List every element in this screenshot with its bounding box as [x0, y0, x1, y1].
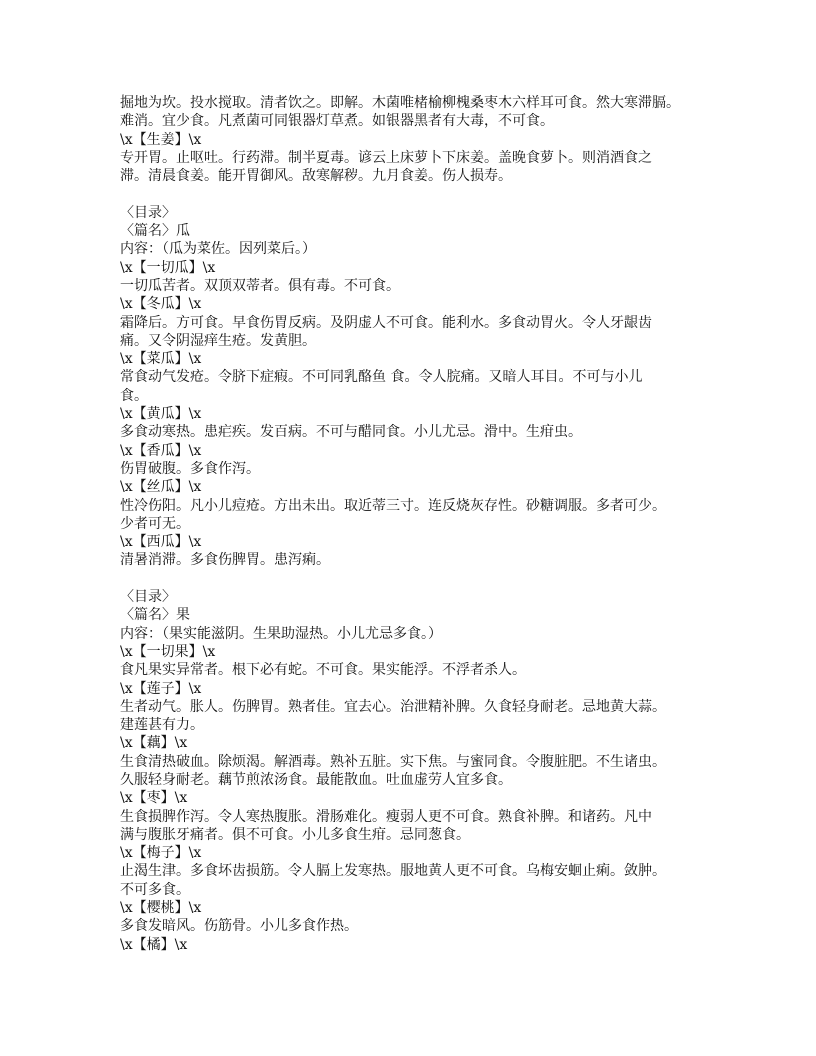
text-line: 痛。又令阴湿痒生疮。发黄胆。 — [120, 332, 316, 349]
text-line: 专开胃。止呕吐。行药滞。制半夏毒。谚云上床萝卜下床姜。盖晚食萝卜。则消酒食之 — [120, 149, 652, 166]
text-line: 内容：（果实能滋阴。生果助湿热。小儿尤忌多食。） — [120, 625, 442, 642]
blank-line — [120, 185, 720, 203]
entry-heading: \x【一切瓜】\x — [120, 259, 216, 276]
section-marker: 〈篇名〉瓜 — [120, 223, 190, 240]
entry-heading: \x【冬瓜】\x — [120, 296, 202, 313]
text-line: 霜降后。方可食。早食伤胃反病。及阴虚人不可食。能利水。多食动胃火。令人牙龈齿 — [120, 314, 652, 331]
text-line: 食凡果实异常者。根下必有蛇。不可食。果实能浮。不浮者杀人。 — [120, 662, 526, 679]
text-line: 满与腹胀牙痛者。俱不可食。小儿多食生疳。忌同葱食。 — [120, 826, 470, 843]
entry-heading: \x【橘】\x — [120, 936, 188, 953]
document-page — [120, 94, 720, 954]
text-line: 伤胃破腹。多食作泻。 — [120, 460, 260, 477]
text-line: 生者动气。胀人。伤脾胃。熟者佳。宜去心。治泄精补脾。久食轻身耐老。忌地黄大蒜。 — [120, 698, 666, 715]
text-line: 清暑消滞。多食伤脾胃。患泻痢。 — [120, 552, 330, 569]
text-line: 性冷伤阳。凡小儿痘疮。方出未出。取近蒂三寸。连反烧灰存性。砂糖调服。多者可少。 — [120, 497, 666, 514]
entry-heading: \x【菜瓜】\x — [120, 351, 202, 368]
entry-heading: \x【枣】\x — [120, 790, 188, 807]
text-line: 多食发暗风。伤筋骨。小儿多食作热。 — [120, 918, 358, 935]
section-marker: 〈篇名〉果 — [120, 607, 190, 624]
text-line: 食。 — [120, 387, 148, 404]
text-line: 建莲甚有力。 — [120, 717, 204, 734]
entry-heading: \x【西瓜】\x — [120, 534, 202, 551]
text-line: 不可多食。 — [120, 881, 190, 898]
section-marker: 〈目录〉 — [120, 204, 176, 221]
text-line: 一切瓜苦者。双顶双蒂者。俱有毒。不可食。 — [120, 277, 400, 294]
text-line: 滞。清晨食姜。能开胃御风。敌寒解秽。九月食姜。伤人损寿。 — [120, 168, 512, 185]
text-line: 难消。宜少食。凡煮菌可同银器灯草煮。如银器黑者有大毒，不可食。 — [120, 113, 554, 130]
entry-heading: \x【梅子】\x — [120, 845, 202, 862]
text-line: 生食清热破血。除烦渴。解酒毒。熟补五脏。实下焦。与蜜同食。令腹脏肥。不生诸虫。 — [120, 753, 666, 770]
text-line: 内容：（瓜为菜佐。因列菜后。） — [120, 241, 316, 258]
entry-heading: \x【香瓜】\x — [120, 442, 202, 459]
text-line: 生食损脾作泻。令人寒热腹胀。滑肠难化。瘦弱人更不可食。熟食补脾。和诸药。凡中 — [120, 808, 652, 825]
entry-heading: \x【一切果】\x — [120, 643, 216, 660]
text-line: 掘地为坎。投水搅取。清者饮之。即解。木菌唯楮榆柳槐桑枣木六样耳可食。然大寒滞膈。 — [120, 95, 680, 111]
entry-heading: \x【藕】\x — [120, 735, 188, 752]
entry-heading: \x【黄瓜】\x — [120, 406, 202, 423]
text-line: 久服轻身耐老。藕节煎浓汤食。最能散血。吐血虚劳人宜多食。 — [120, 771, 512, 788]
entry-heading: \x【丝瓜】\x — [120, 479, 202, 496]
entry-heading: \x【樱桃】\x — [120, 900, 202, 917]
text-line: 少者可无。 — [120, 515, 190, 532]
entry-heading: \x【生姜】\x — [120, 131, 202, 148]
text-line: 多食动寒热。患疟疾。发百病。不可与醋同食。小儿尤忌。滑中。生疳虫。 — [120, 424, 582, 441]
text-line: 止渴生津。多食坏齿损筋。令人膈上发寒热。服地黄人更不可食。乌梅安蛔止痢。敛肿。 — [120, 863, 666, 880]
section-marker: 〈目录〉 — [120, 589, 176, 606]
text-line: 常食动气发疮。令脐下症瘕。不可同乳酪鱼 食。令人脘痛。又暗人耳目。不可与小儿 — [120, 369, 643, 386]
blank-line — [120, 570, 720, 588]
entry-heading: \x【莲子】\x — [120, 680, 202, 697]
